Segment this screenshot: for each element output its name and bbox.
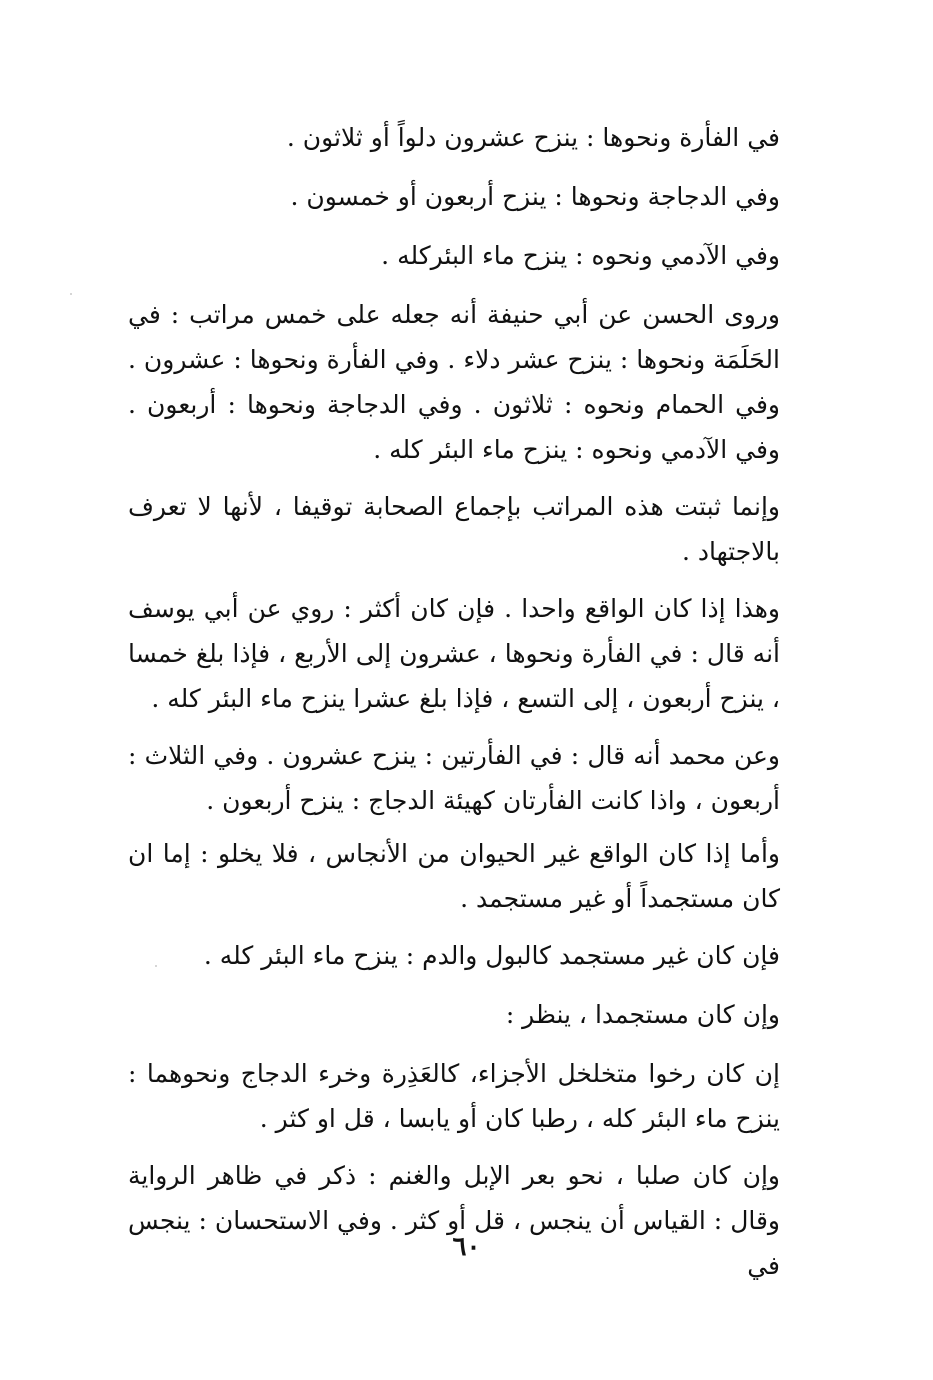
- scan-speck: [70, 293, 72, 295]
- paragraph-1: في الفأرة ونحوها : ينزح عشرون دلواً أو ثلاثون .: [286, 123, 780, 152]
- paragraph-7: وعن محمد أنه قال : في الفأرتين : ينزح عشرون . وفي الثلاث : أربعون ، واذا كانت الفأرتان كهيئة الدجاج : ينزح أربعون .: [128, 741, 780, 815]
- scan-speck: [155, 965, 157, 967]
- paragraph-6: وهذا إذا كان الواقع واحدا . فإن كان أكثر : روي عن أبي يوسف أنه قال : في الفأرة ونحوها ، عشرون إلى الأربع ، فإذا بلغ خمسا ، ينزح أربعون ، إلى التسع ، فإذا بلغ عشرا ينزح ماء البئر كله .: [128, 594, 780, 713]
- paragraph-8: وأما إذا كان الواقع غير الحيوان من الأنجاس ، فلا يخلو : إما ان كان مستجمداً أو غير مستجمد .: [128, 839, 780, 913]
- paragraph-10: وإن كان مستجمدا ، ينظر :: [505, 1000, 780, 1029]
- paragraph-4: وروى الحسن عن أبي حنيفة أنه جعله على خمس مراتب : في الحَلَمَة ونحوها : ينزح عشر دلاء . وفي الفأرة ونحوها : عشرون . وفي الحمام ونحوه : ثلاثون . وفي الدجاجة ونحوها : أربعون . وفي الآدمي ونحوه : ينزح ماء البئر كله .: [128, 300, 780, 464]
- paragraph-9: فإن كان غير مستجمد كالبول والدم : ينزح ماء البئر كله .: [203, 941, 780, 970]
- paragraph-5: وإنما ثبتت هذه المراتب بإجماع الصحابة توقيفا ، لأنها لا تعرف بالاجتهاد .: [128, 492, 780, 566]
- paragraph-11: إن كان رخوا متخلخل الأجزاء، كالعَذِرة وخرء الدجاج ونحوهما : ينزح ماء البئر كله ، رطبا كان أو يابسا ، قل او كثر .: [128, 1059, 780, 1133]
- paragraph-3: وفي الآدمي ونحوه : ينزح ماء البئركله .: [381, 241, 780, 270]
- paragraph-2: وفي الدجاجة ونحوها : ينزح أربعون أو خمسون .: [290, 182, 780, 211]
- paragraph-12: وإن كان صلبا ، نحو بعر الإبل والغنم : ذكر في ظاهر الرواية وقال : القياس أن ينجس ، قل أو كثر . وفي الاستحسان : ينجس في: [128, 1161, 780, 1280]
- page-number: ٦٠: [452, 1232, 481, 1262]
